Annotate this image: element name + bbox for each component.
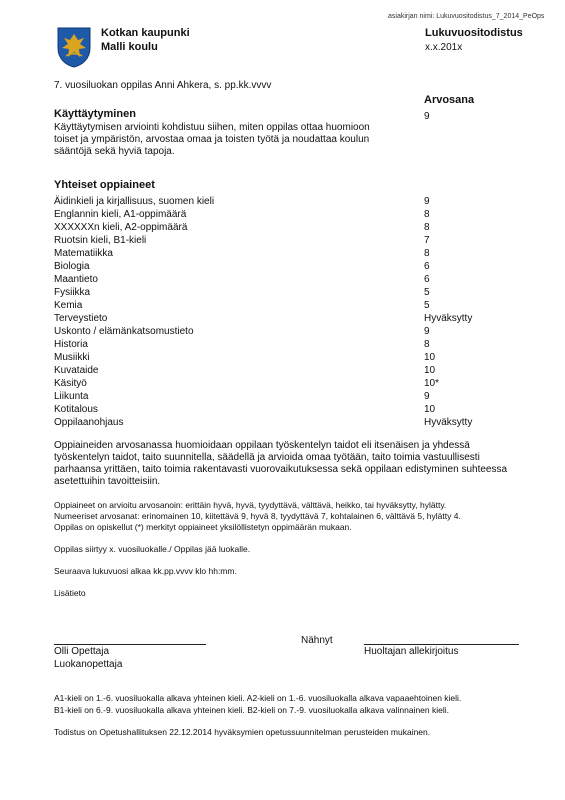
teacher-role: Luokanopettaja bbox=[54, 659, 123, 670]
subject-name: Kuvataide bbox=[54, 365, 99, 376]
subject-grade: 9 bbox=[424, 196, 430, 207]
behaviour-description: Käyttäytymisen arviointi kohdistuu siihen, miten oppilas ottaa huomioon toiset ja ympäristön, arvostaa omaa ja toisten työtä ja noudattaa koulun sääntöjä sekä hyviä tapoja. bbox=[54, 122, 370, 157]
subject-name: Englannin kieli, A1-oppimäärä bbox=[54, 209, 187, 220]
assessment-paragraph: Oppiaineiden arvosanassa huomioidaan oppilaan työskentelyn taidot eli itsenäisen ja yhdessä työskentelyn taidot, taito suunnitella, säädellä ja arvioida omaa työtään, taito toimia vastuullisesti parhaansa yrittäen, taito toimia rakentavasti vuorovaikutuksessa sekä oppilaan edistyminen suhteessa asetettuihin tavoitteisiin. bbox=[54, 440, 508, 487]
language-note: B1-kieli on 6.-9. vuosiluokalla alkava yhteinen kieli. B2-kieli on 7.-9. vuosiluokalla alkava valinnainen kieli. bbox=[54, 705, 449, 715]
teacher-name: Olli Opettaja bbox=[54, 646, 110, 657]
subject-row bbox=[54, 235, 524, 248]
guardian-signature-line bbox=[364, 644, 519, 645]
subject-row bbox=[54, 352, 524, 365]
language-note: A1-kieli on 1.-6. vuosiluokalla alkava yhteinen kieli. A2-kieli on 1.-6. vuosiluokalla alkava vapaaehtoinen kieli. bbox=[54, 693, 462, 703]
subject-row bbox=[54, 326, 524, 339]
subject-row bbox=[54, 404, 524, 417]
subject-row bbox=[54, 339, 524, 352]
subject-grade: 9 bbox=[424, 391, 430, 402]
behaviour-title: Käyttäytyminen bbox=[54, 108, 136, 120]
subject-name: Käsityö bbox=[54, 378, 87, 389]
next-year-text: Seuraava lukuvuosi alkaa kk.pp.vvvv klo hh:mm. bbox=[54, 566, 237, 576]
subject-row bbox=[54, 287, 524, 300]
student-line: 7. vuosiluokan oppilas Anni Ahkera, s. pp.kk.vvvv bbox=[54, 80, 272, 91]
grading-note: Oppiaineet on arvioitu arvosanoin: erittäin hyvä, hyvä, tyydyttävä, välttävä, heikko, tai hyväksytty, hylätty. bbox=[54, 500, 447, 510]
subject-row bbox=[54, 417, 524, 430]
subject-row bbox=[54, 222, 524, 235]
subject-name: Historia bbox=[54, 339, 88, 350]
subject-row bbox=[54, 313, 524, 326]
subject-name: Liikunta bbox=[54, 391, 89, 402]
subject-grade: 10 bbox=[424, 404, 436, 415]
subject-row bbox=[54, 248, 524, 261]
subject-grade: Hyväksytty bbox=[424, 417, 473, 428]
promotion-text: Oppilas siirtyy x. vuosiluokalle./ Oppilas jää luokalle. bbox=[54, 544, 251, 554]
school-name: Malli koulu bbox=[101, 41, 158, 53]
subject-name: XXXXXXn kieli, A2-oppimäärä bbox=[54, 222, 188, 233]
subject-row bbox=[54, 378, 524, 391]
subject-name: Fysiikka bbox=[54, 287, 91, 298]
subject-grade: 6 bbox=[424, 261, 430, 272]
guardian-signature-label: Huoltajan allekirjoitus bbox=[364, 646, 459, 657]
subject-grade: 7 bbox=[424, 235, 430, 246]
seen-label: Nähnyt bbox=[301, 635, 333, 646]
subject-name: Biologia bbox=[54, 261, 90, 272]
subject-grade: 10 bbox=[424, 365, 436, 376]
grading-note: Oppilas on opiskellut (*) merkityt oppiaineet yksilöllistetyn oppimäärän mukaan. bbox=[54, 522, 352, 532]
teacher-signature-line bbox=[54, 644, 206, 645]
grade-column-header: Arvosana bbox=[424, 94, 475, 106]
subject-grade: 5 bbox=[424, 300, 430, 311]
city-name: Kotkan kaupunki bbox=[101, 27, 190, 39]
subject-name: Uskonto / elämänkatsomustieto bbox=[54, 326, 194, 337]
subject-grade: 5 bbox=[424, 287, 430, 298]
subject-name: Ruotsin kieli, B1-kieli bbox=[54, 235, 147, 246]
footer-text: Todistus on Opetushallituksen 22.12.2014 hyväksymien opetussuunnitelman perusteiden mukainen. bbox=[54, 727, 431, 737]
subject-row bbox=[54, 261, 524, 274]
document-date: x.x.201x bbox=[425, 42, 463, 53]
subject-row bbox=[54, 300, 524, 313]
behaviour-grade: 9 bbox=[424, 111, 430, 122]
subject-name: Musiikki bbox=[54, 352, 90, 363]
subjects-title: Yhteiset oppiaineet bbox=[54, 179, 155, 191]
subject-name: Kemia bbox=[54, 300, 83, 311]
subject-name: Matematiikka bbox=[54, 248, 113, 259]
subject-row bbox=[54, 365, 524, 378]
subject-grade: 8 bbox=[424, 209, 430, 220]
subject-row bbox=[54, 391, 524, 404]
subject-grade: 6 bbox=[424, 274, 430, 285]
subject-grade: 10* bbox=[424, 378, 440, 389]
subject-grade: Hyväksytty bbox=[424, 313, 473, 324]
subject-grade: 10 bbox=[424, 352, 436, 363]
subject-grade: 9 bbox=[424, 326, 430, 337]
subject-name: Äidinkieli ja kirjallisuus, suomen kieli bbox=[54, 196, 215, 207]
document-title: Lukuvuositodistus bbox=[425, 27, 523, 39]
subject-name: Maantieto bbox=[54, 274, 98, 285]
subject-grade: 8 bbox=[424, 222, 430, 233]
extra-info-label: Lisätieto bbox=[54, 588, 86, 598]
subject-grade: 8 bbox=[424, 248, 430, 259]
subject-name: Kotitalous bbox=[54, 404, 98, 415]
subject-name: Oppilaanohjaus bbox=[54, 417, 124, 428]
subject-grade: 8 bbox=[424, 339, 430, 350]
grading-note: Numeeriset arvosanat: erinomainen 10, kiitettävä 9, hyvä 8, tyydyttävä 7, kohtalainen 6, välttävä 5, hylätty 4. bbox=[54, 511, 461, 521]
document-id: asiakirjan nimi: Lukuvuositodistus_7_2014_PeOps bbox=[388, 13, 545, 20]
subject-row bbox=[54, 196, 524, 209]
subject-row bbox=[54, 274, 524, 287]
subject-row bbox=[54, 209, 524, 222]
subject-name: Terveystieto bbox=[54, 313, 108, 324]
coat-of-arms-icon bbox=[56, 26, 92, 68]
